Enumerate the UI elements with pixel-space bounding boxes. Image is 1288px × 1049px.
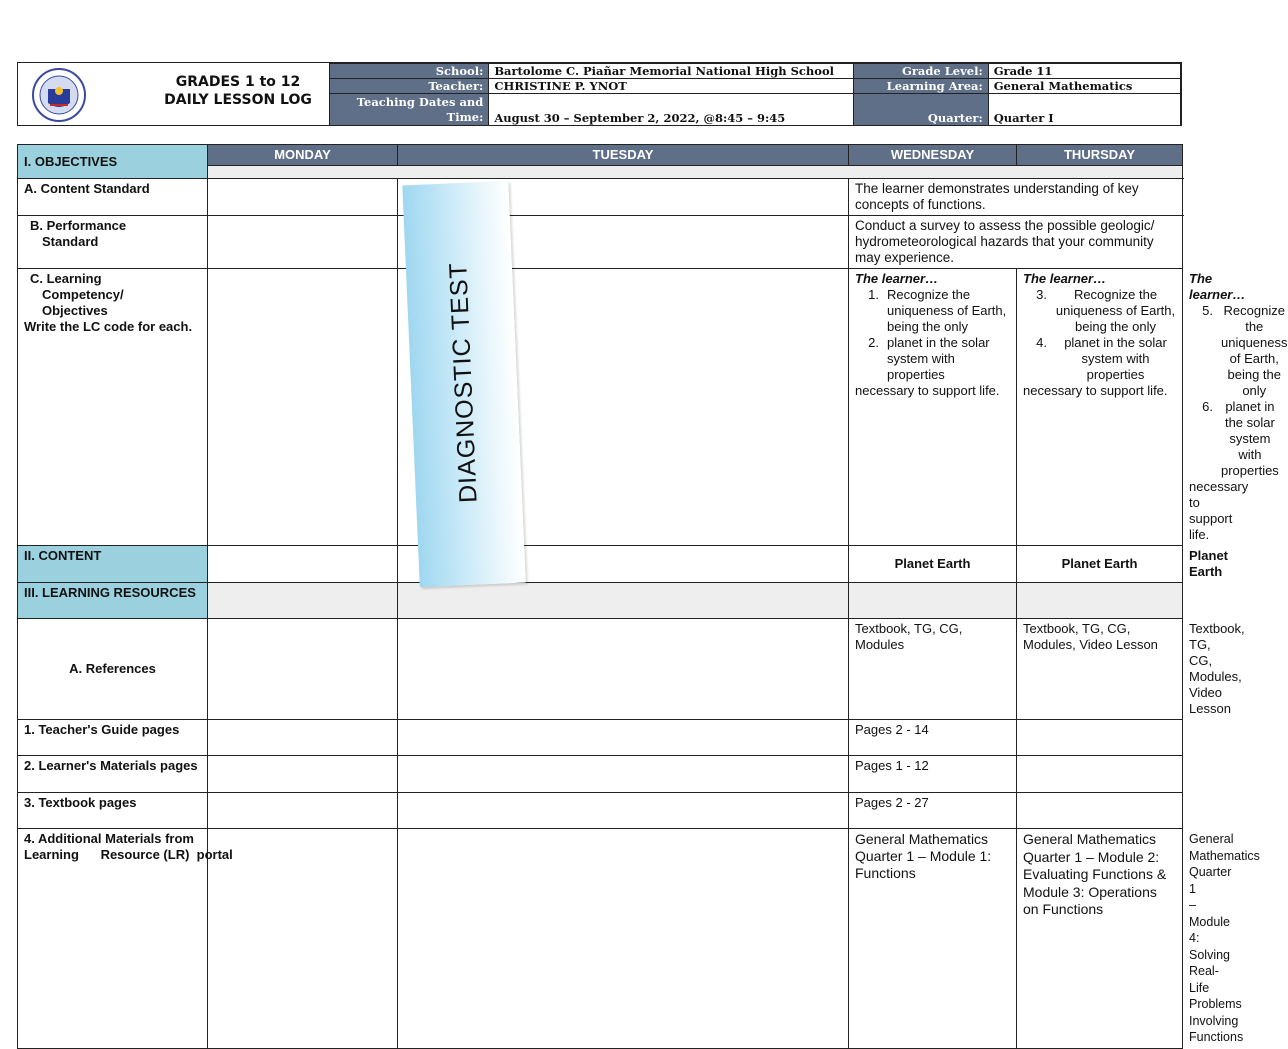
day-header-thursday: THURSDAY — [1017, 145, 1183, 166]
teachers-guide-label: 1. Teacher's Guide pages — [18, 720, 208, 756]
learning-area-label: Learning Area: — [854, 79, 989, 94]
teaching-dates-label: Teaching Dates and Time: — [330, 94, 489, 126]
wednesday-references: Textbook, TG, CG, Modules — [849, 619, 1017, 720]
monday-cell — [208, 793, 398, 829]
tuesday-cell — [398, 583, 849, 619]
content-standard-label: A. Content Standard — [18, 179, 208, 216]
quarter-label: Quarter: — [854, 94, 989, 126]
monday-cell — [208, 583, 398, 619]
monday-cell — [208, 216, 398, 269]
wednesday-additional: General Mathematics Quarter 1 – Module 1: Functions — [849, 829, 1017, 1049]
thursday-cell — [1017, 583, 1183, 619]
textbook-pages-label: 3. Textbook pages — [18, 793, 208, 829]
list-item: 3. Recognize the uniqueness of Earth, being the only — [1036, 287, 1176, 334]
additional-materials-label: 4. Additional Materials from Learning Resource (LR) portal — [18, 829, 208, 1049]
wednesday-content: Planet Earth — [849, 546, 1017, 583]
list-item: 2. planet in the solar system with properties — [868, 335, 990, 382]
quarter-value: Quarter I — [988, 94, 1180, 126]
thursday-cell — [1017, 720, 1183, 756]
thursday-content: Planet Earth — [1017, 546, 1183, 583]
teacher-value: CHRISTINE P. YNOT — [489, 79, 854, 94]
day-header-monday: MONDAY — [208, 145, 398, 166]
wednesday-lm-pages: Pages 1 - 12 — [849, 756, 1017, 793]
list-item: 1. Recognize the uniqueness of Earth, being the only — [868, 287, 1007, 334]
learning-resources-heading: III. LEARNING RESOURCES — [18, 583, 208, 619]
day-header-wednesday: WEDNESDAY — [849, 145, 1017, 166]
lesson-log-header — [17, 62, 1182, 126]
objectives-heading: I. OBJECTIVES — [18, 145, 208, 179]
learning-competency-label: C. Learning Competency/ Objectives Write the LC code for each. — [18, 269, 208, 546]
performance-standard-label: B. Performance Standard — [18, 216, 208, 269]
teacher-label: Teacher: — [330, 79, 489, 94]
references-label: A. References — [18, 619, 208, 720]
monday-cell — [208, 546, 398, 583]
list-item: 4. planet in the solar system with properties — [1036, 335, 1167, 382]
wednesday-textbook-pages: Pages 2 - 27 — [849, 793, 1017, 829]
monday-cell — [208, 619, 398, 720]
deped-seal-icon — [28, 67, 90, 123]
tuesday-cell — [398, 720, 849, 756]
lesson-log-title: GRADES 1 to 12 DAILY LESSON LOG — [164, 74, 312, 108]
tuesday-cell — [398, 619, 849, 720]
grade-level-label: Grade Level: — [854, 64, 989, 79]
objectives-spacer — [208, 166, 1183, 179]
monday-cell — [208, 756, 398, 793]
learners-materials-label: 2. Learner's Materials pages — [18, 756, 208, 793]
learning-area-value: General Mathematics — [988, 79, 1180, 94]
school-value: Bartolome C. Piañar Memorial National High School — [489, 64, 854, 79]
thursday-references: Textbook, TG, CG, Modules, Video Lesson — [1017, 619, 1183, 720]
thursday-cell — [1017, 793, 1183, 829]
content-standard-text: The learner demonstrates understanding of key concepts of functions. — [849, 179, 1183, 216]
monday-cell — [208, 720, 398, 756]
tuesday-cell — [398, 829, 849, 1049]
thursday-competency: The learner… 3. Recognize the uniqueness of Earth, being the only 4. planet in the solar system with properties necessary to support life. — [1017, 269, 1183, 546]
monday-cell — [208, 269, 398, 546]
thursday-cell — [1017, 756, 1183, 793]
thursday-additional: General Mathematics Quarter 1 – Module 2: Evaluating Functions & Module 3: Operations on Functions — [1017, 829, 1183, 1049]
monday-cell — [208, 829, 398, 1049]
wednesday-tg-pages: Pages 2 - 14 — [849, 720, 1017, 756]
school-label: School: — [330, 64, 489, 79]
grade-level-value: Grade 11 — [988, 64, 1180, 79]
wednesday-competency: The learner… 1. Recognize the uniqueness of Earth, being the only 2. planet in the solar system with properties necessary to support life. — [849, 269, 1017, 546]
diagnostic-test-label: DIAGNOSTIC TEST — [444, 261, 483, 504]
diagnostic-test-banner — [402, 181, 525, 587]
tuesday-cell — [398, 756, 849, 793]
header-info-table — [329, 63, 1181, 126]
lesson-log-table: I. OBJECTIVES MONDAY TUESDAY WEDNESDAY THURSDAY FRIDAY A. Content Standard The learner demonstrates understanding of key concepts of functions. B. Performance Standard Conduct a survey to assess the possible geologic/ hydrometeorological hazards that your community may experience. C. Learning Competency/ Objectives Write the LC code for each. The learner… 1. Recognize the uniqueness of Earth, being the only 2. planet in the solar system with properties necessary to support life. The learner… 3. Recognize the uniqueness of Earth, being the only 4. planet in the solar system with properties necessary to support life. The learner… 5. Recognize the uniqueness of Earth, being the only 6. planet in the solar system with properties necessary to support life. II. CONTENT Planet Earth Planet Earth Planet Earth III. LEARNING RESOURCES A. References Textbook, TG, CG, Modules Textbook, TG, CG, Modules, Video Lesson Textbook, TG, CG, Modules, Video Lesson 1. Teacher's Guide pages Pages 2 - 14 2. Learner's Materials pages Pages 1 - 12 3. Textbook pages Pages 2 - 27 4. Additional Materials from Learning Resource (LR) portal General Mathematics Quarter 1 – Module 1: Functions General Mathematics Quarter 1 – Module 2: Evaluating Functions & Module 3: Operations on Functions General Mathematics Quarter 1 – Module 4: Solving Real-Life Problems Involving Functions — [17, 144, 1183, 1049]
monday-cell — [208, 179, 398, 216]
day-header-tuesday: TUESDAY — [398, 145, 849, 166]
content-heading: II. CONTENT — [18, 546, 208, 583]
performance-standard-text: Conduct a survey to assess the possible geologic/ hydrometeorological hazards that your community may experience. — [849, 216, 1183, 269]
teaching-dates-value: August 30 – September 2, 2022, @8:45 – 9:45 — [489, 94, 854, 126]
wednesday-cell — [849, 583, 1017, 619]
tuesday-cell — [398, 793, 849, 829]
